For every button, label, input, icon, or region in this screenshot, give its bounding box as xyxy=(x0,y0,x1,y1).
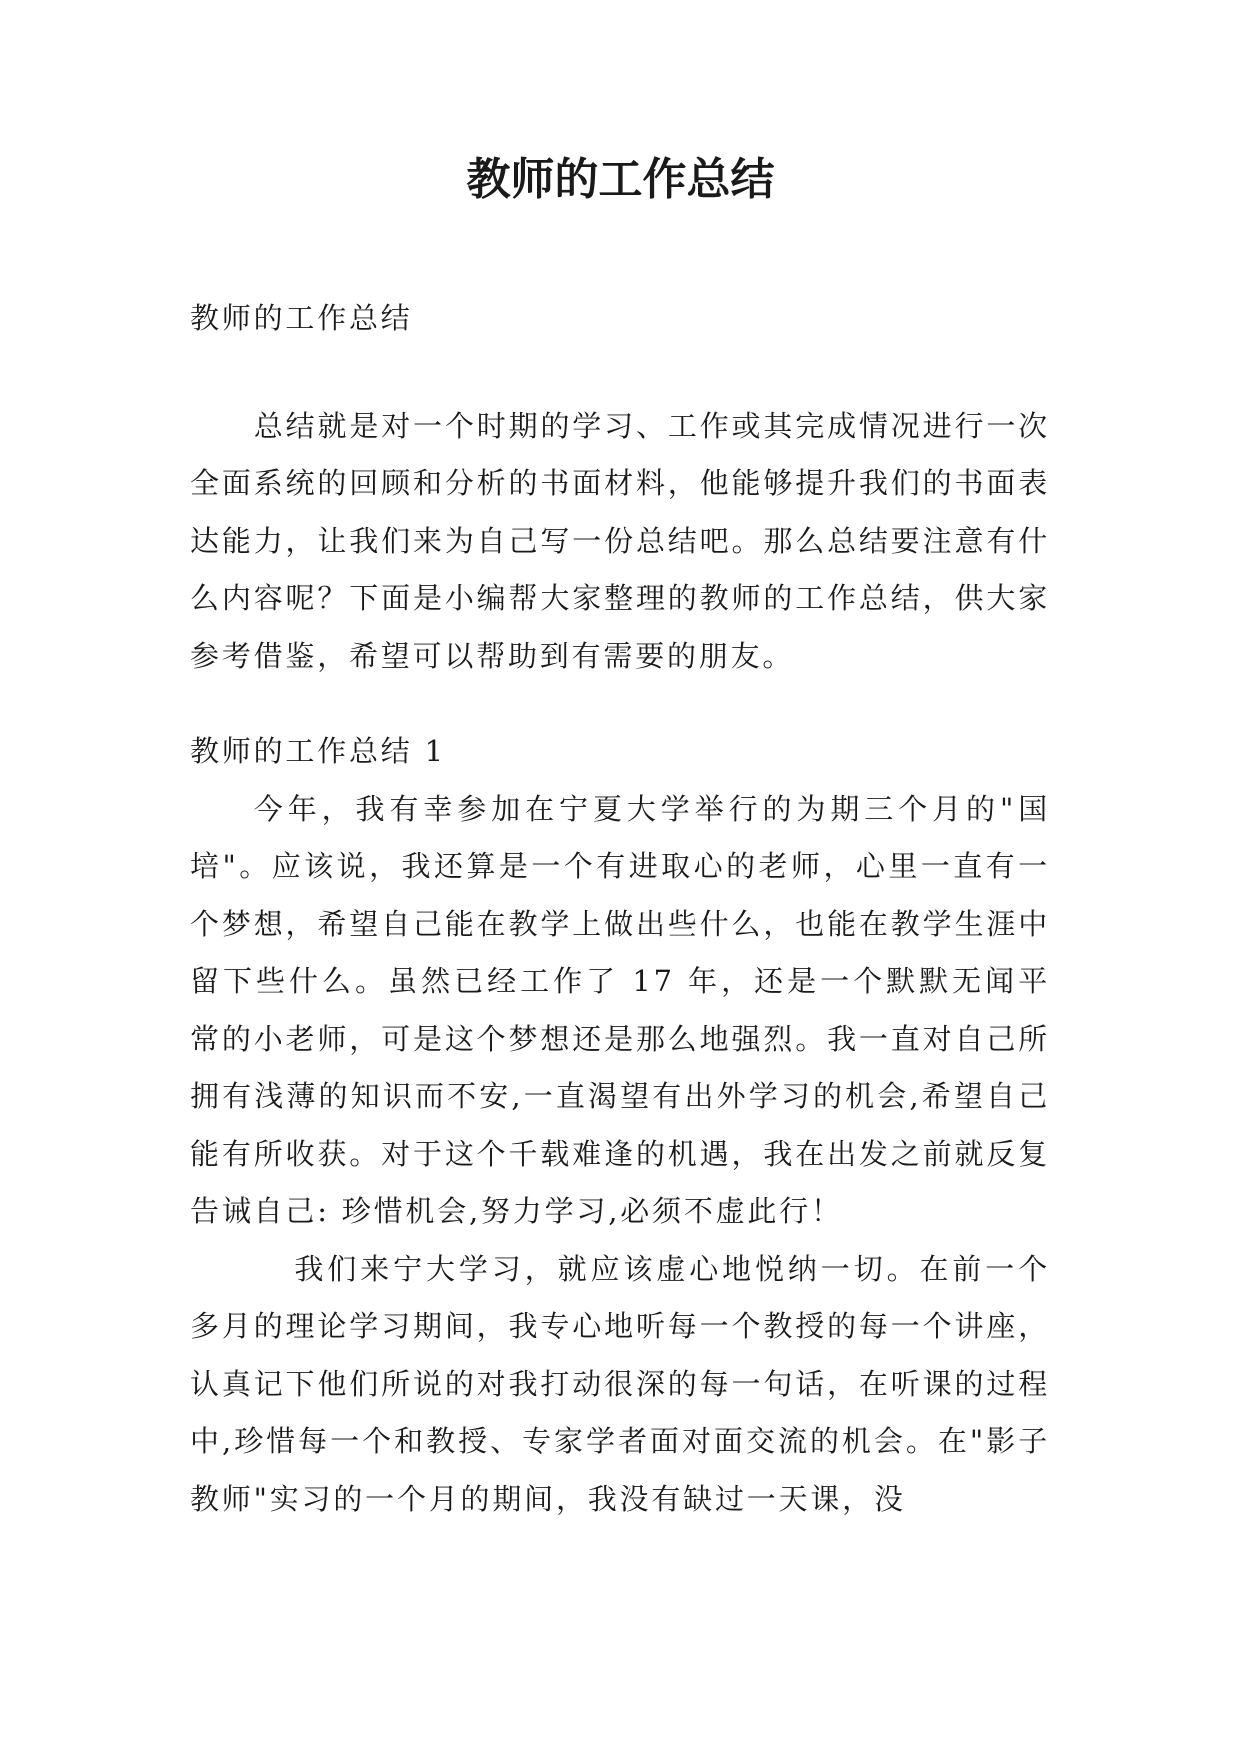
body-paragraph-2: 我们来宁大学习，就应该虚心地悦纳一切。在前一个多月的理论学习期间，我专心地听每一个教授的每一个讲座，认真记下他们所说的对我打动很深的每一句话，在听课的过程中,珍惜每一个和教授、专家学者面对面交流的机会。在"影子教师"实习的一个月的期间，我没有缺过一天课，没 xyxy=(190,1251,1050,1516)
document-title: 教师的工作总结 xyxy=(466,154,775,205)
document-body xyxy=(190,290,1050,1528)
body-paragraph-1: 今年，我有幸参加在宁夏大学举行的为期三个月的"国培"。应该说，我还算是一个有进取心的老师，心里一直有一个梦想，希望自己能在教学上做出些什么，也能在教学生涯中留下些什么。虽然已经工作了 17 年，还是一个默默无闻平常的小老师，可是这个梦想还是那么地强烈。我一直对自己所拥有浅薄的知识而不安,一直渴望有出外学习的机会,希望自己能有所收获。对于这个千载难逢的机遇，我在出发之前就反复告诫自己: 珍惜机会,努力学习,必须不虚此行！ xyxy=(190,791,1050,1228)
section-heading: 教师的工作总结 1 xyxy=(190,734,446,768)
intro-paragraph: 总结就是对一个时期的学习、工作或其完成情况进行一次全面系统的回顾和分析的书面材料，他能够提升我们的书面表达能力，让我们来为自己写一份总结吧。那么总结要注意有什么内容呢？下面是小编帮大家整理的教师的工作总结，供大家参考借鉴，希望可以帮助到有需要的朋友。 xyxy=(190,408,1050,673)
document-subtitle: 教师的工作总结 xyxy=(190,301,413,335)
